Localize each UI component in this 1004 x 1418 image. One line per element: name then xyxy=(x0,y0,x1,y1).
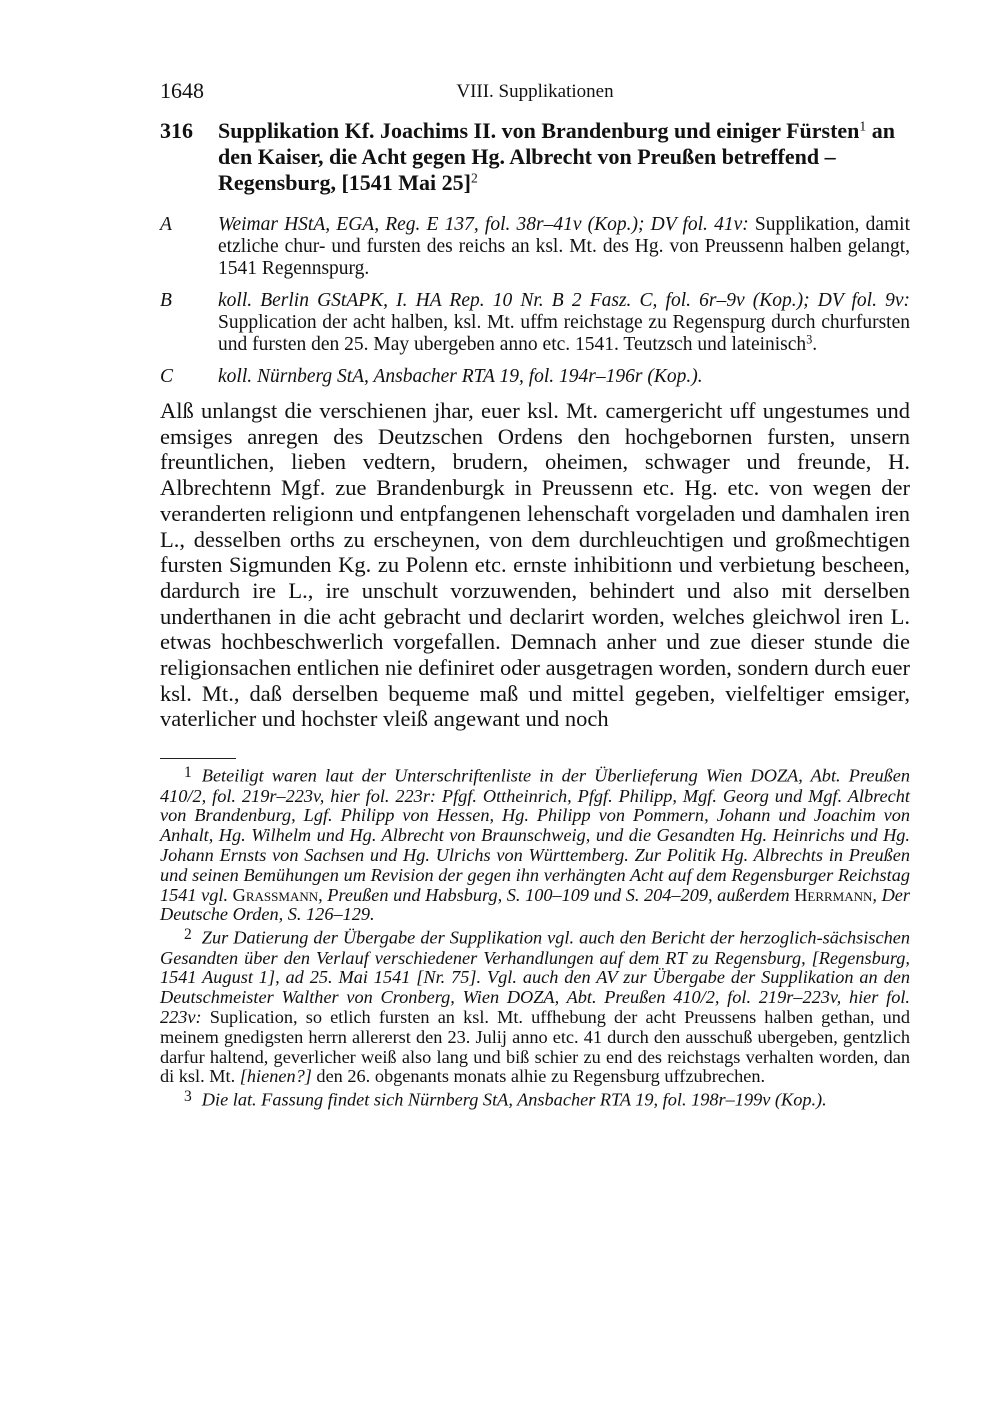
document-title-text: Supplikation Kf. Joachims II. von Brandenburg und einiger Fürsten xyxy=(218,118,860,143)
source-description xyxy=(218,290,910,356)
footnote-number: 1 xyxy=(184,764,192,782)
footnote-3: $^3$ Die lat. Fassung findet sich Nürnberg StA, Ansbacher RTA 19, fol. 198r–199v (Kop.). xyxy=(184,1088,827,1110)
source-siglum: A xyxy=(160,214,172,235)
author-name: Herrmann xyxy=(794,884,873,905)
footnote-1: $^1$ Beteiligt waren laut der Unterschriftenliste in der Überlieferung Wien DOZA, Abt. Preußen 410/2, fol. 219r–223v, hier fol. 223r: Pfgf. Ottheinrich, Pfgf. Philipp, Mgf. Georg und Mgf. Albrecht von Brandenburg, Lgf. Philipp von Hessen, Hg. Philipp von Pommern, Johann und Joachim von Anhalt, Hg. Wilhelm und Hg. Albrecht von Braunschweig, und die Gesandten Hg. Heinrichs und Hg. Johann Ernsts von Sachsen und Hg. Ulrichs von Württemberg. Zur Politik Hg. Albrechts in Preußen und seinen Bemühungen um Revision der gegen ihn verhängten Acht auf dem Regensburger Reichstag 1541 vgl. Grassmann, Preußen und Habsburg, S. 100–109 und S. 204–209, außerdem Herrmann, Der Deutsche Orden, S. 126–129. xyxy=(160,764,911,925)
source-entry-c xyxy=(160,366,910,388)
document-number: 316 xyxy=(160,118,193,143)
source-location: koll. Berlin GStAPK, I. HA Rep. 10 Nr. B 2 Fasz. C, fol. 6r–9v (Kop.); DV fol. 9v: xyxy=(218,290,910,311)
source-entry-b xyxy=(160,290,910,356)
footnotes xyxy=(160,763,910,1111)
author-name: Grassmann xyxy=(232,884,319,905)
source-location: koll. Nürnberg StA, Ansbacher RTA 19, fol. 194r–196r (Kop.). xyxy=(218,366,703,387)
footnote-ref-2[interactable]: 2 xyxy=(470,170,478,186)
footnote-2: $^2$ Zur Datierung der Übergabe der Supplikation vgl. auch den Bericht der herzoglich-sächsischen Gesandten über den Verlauf verschiedener Verhandlungen auf dem RT zu Regensburg, [Regensburg, 1541 August 1], ad 25. Mai 1541 [Nr. 75]. Vgl. auch den AV zur Übergabe der Supplikation an den Deutschmeister Walther von Cronberg, Wien DOZA, Abt. Preußen 410/2, fol. 219r–223v, hier fol. 223v: Suplication, so etlich fursten an ksl. Mt. uffhebung der acht Preussens halben gethan, und meinem gnedigsten herrn allererst den 23. Julij anno etc. 41 durch den ausschuß ubergeben, gentzlich darfur haltend, geverlicher weiß also lang und biß schier zu end des reichstags verhalten worden, dan di ksl. Mt. [hienen?] den 26. obgenants monats alhie zu Regensburg uffzubrechen. xyxy=(160,926,910,1087)
document-title-text-2: an den Kaiser, die Acht gegen Hg. Albrecht von Preußen betreffend – Regensburg, [1541 Mai 25] xyxy=(218,118,895,195)
document-title xyxy=(218,118,910,196)
main-text: Alß unlangst die verschienen jhar, euer ksl. Mt. camergericht uff ungestumes und emsiges anregen des Deutzschen Ordens den hochgebornen fursten, unsern freuntlichen, lieben vedtern, brudern, oheimen, schwager und freunde, H. Albrechtenn Mgf. zue Brandenburgk in Preussenn etc. Hg. etc. von wegen der veranderten religionn und entpfangenen lehenschaft vorgeladen und damhalen iren L., desselben orths zu erscheynen, von dem durchleuchtigen und großmechtigen fursten Sigmunden Kg. zu Polenn etc. ernste inhibitionn und verbietung bescheen, dardurch ire L., ire unschult vorzuwenden, behindert und also mit derselben underthanen in die acht gebracht und declarirt worden, welches gleichwol iren L. etwas hochbeschwerlich vorgefallen. Demnach anher und zue dieser stunde die religionsachen entlichen nie definiret oder ausgetragen worden, sondern durch euer ksl. Mt., daß derselben bequeme maß und mittel gegeben, vielfeltiger emsiger, vaterlicher und hochster vleiß angewant und noch xyxy=(160,398,910,732)
document-heading xyxy=(160,118,910,196)
footnote-number: 2 xyxy=(184,926,192,944)
source-location: Weimar HStA, EGA, Reg. E 137, fol. 38r–41v (Kop.); DV fol. 41v: xyxy=(218,214,749,235)
section-title: VIII. Supplikationen xyxy=(456,81,614,102)
page-number: 1648 xyxy=(160,78,204,103)
footnote-ref-1[interactable]: 1 xyxy=(859,118,867,134)
footnote-divider xyxy=(160,758,236,759)
source-siglum: B xyxy=(160,290,172,311)
source-text-end: . xyxy=(812,334,818,355)
source-siglum: C xyxy=(160,366,174,387)
source-entry-a xyxy=(160,214,910,280)
running-header xyxy=(160,78,910,108)
source-list xyxy=(160,214,910,388)
source-text: Supplication der acht halben, ksl. Mt. uffm reichstage zu Regenspurg durch churfursten und fursten den 25. May ubergeben anno etc. 1541. Teutzsch und lateinisch xyxy=(218,312,910,355)
source-description xyxy=(218,214,910,280)
source-text: Supplikation, damit etzliche chur- und fursten des reichs an ksl. Mt. des Hg. von Preussenn halben gelangt, 1541 Regennspurg. xyxy=(218,214,910,279)
footnote-ref-3[interactable]: 3 xyxy=(806,332,813,347)
source-description xyxy=(218,366,910,388)
footnote-number: 3 xyxy=(184,1088,192,1106)
page xyxy=(160,78,910,1111)
